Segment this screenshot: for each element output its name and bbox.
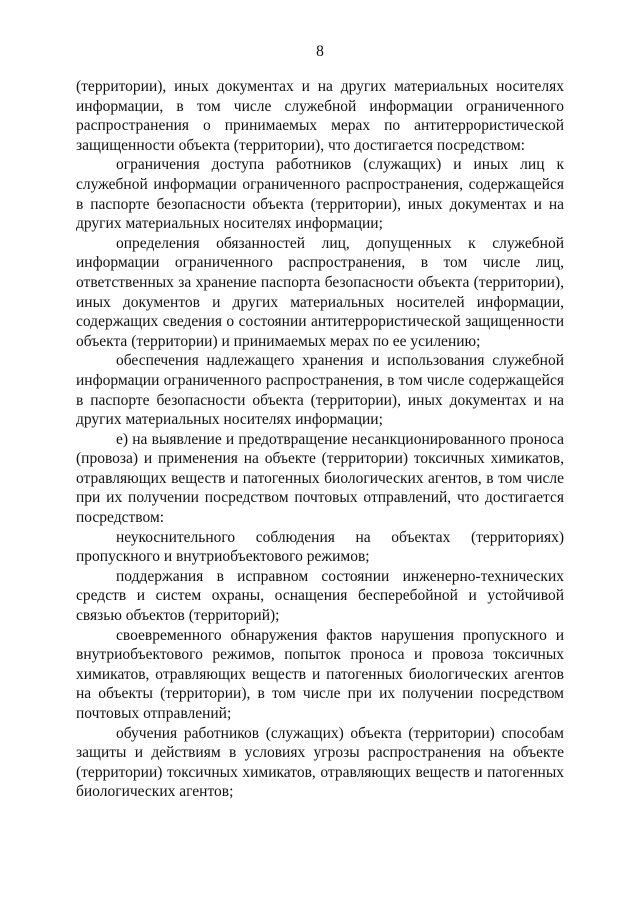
paragraph-9: обучения работников (служащих) объекта (территории) способам защиты и действиям в условиях угрозы распространения на объекте (территории) токсичных химикатов, отравляющих веществ и патогенных биологических агентов; [76,724,564,801]
paragraph-3: определения обязанностей лиц, допущенных к служебной информации ограниченного распространения, в том числе лиц, ответственных за хранение паспорта безопасности объекта (территории), иных документов и других материальных носителей информации, содержащих сведения о состоянии антитеррористической защищенности объекта (территории) и принимаемых мерах по ее усилению; [76,234,564,350]
paragraph-1: (территории), иных документах и на других материальных носителях информации, в том числе служебной информации ограниченного распространения о принимаемых мерах по антитеррористической защищенности объекта (территории), что достигается посредством: [76,78,564,154]
paragraph-2: ограничения доступа работников (служащих) и иных лиц к служебной информации ограниченного распространения, содержащейся в паспорте безопасности объекта (территории), иных документах и на других материальных носителях информации; [76,156,564,233]
paragraph-7: поддержания в исправном состоянии инженерно-технических средств и систем охраны, оснащения бесперебойной и устойчивой связью объектов (территорий); [76,567,564,625]
document-body [76,77,564,802]
paragraph-4: обеспечения надлежащего хранения и использования служебной информации ограниченного распространения, в том числе содержащейся в паспорте безопасности объекта (территории), иных документах и на других материальных носителях информации; [76,352,564,429]
page-number: 8 [316,43,324,60]
paragraph-6: неукоснительного соблюдения на объектах (территориях) пропускного и внутриобъектового режимов; [76,528,564,566]
paragraph-5: е) на выявление и предотвращение несанкционированного проноса (провоза) и применения на объекте (территории) токсичных химикатов, отравляющих веществ и патогенных биологических агентов, в том числе при их получении посредством почтовых отправлений, что достигается посредством: [76,430,564,527]
paragraph-8: своевременного обнаружения фактов нарушения пропускного и внутриобъектового режимов, попыток проноса и провоза токсичных химикатов, отравляющих веществ и патогенных биологических агентов на объекты (территории), в том числе при их получении посредством почтовых отправлений; [76,626,564,722]
